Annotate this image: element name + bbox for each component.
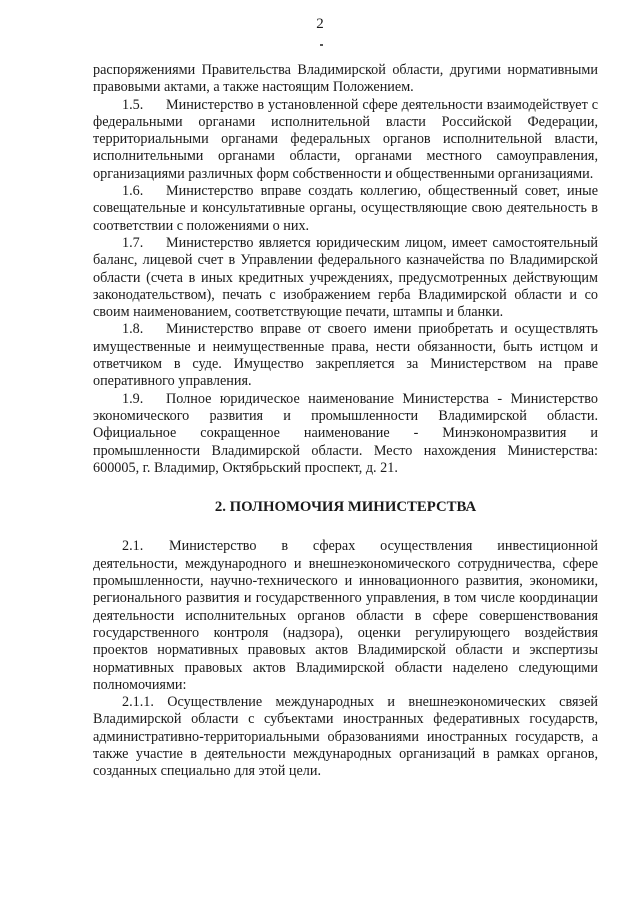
document-body	[93, 62, 598, 781]
paragraph-text: Министерство является юридическим лицом, имеет самостоятельный баланс, лицевой счет в Управлении федерального казначейства по Владимирской области (счета в иных кредитных учреждениях, предусмотренных действующим законодательством), печать с изображением герба Владимирской области и со своим наименованием, соответствующие печати, штампы и бланки.	[93, 234, 598, 321]
paragraph-number: 1.5.	[122, 96, 144, 113]
paragraph-text: Министерство вправе создать коллегию, общественный совет, иные совещательные и консультативные органы, осуществляющие свою деятельность в соответствии с положениями о них.	[93, 183, 598, 234]
paragraph-2-1	[93, 538, 598, 694]
paragraph-1-8	[93, 321, 598, 390]
paragraph-1-9	[93, 391, 598, 477]
section-title: 2. ПОЛНОМОЧИЯ МИНИСТЕРСТВА	[214, 499, 477, 516]
paragraph-number: 1.7.	[122, 234, 144, 251]
paragraph-1-6	[93, 183, 598, 235]
scan-dot-mark	[320, 44, 323, 46]
paragraph-continuation: распоряжениями Правительства Владимирской области, другими нормативными правовыми актами, а также настоящим Положением.	[93, 62, 598, 96]
page-number: 2	[316, 16, 324, 32]
paragraph-number: 1.8.	[122, 321, 144, 338]
paragraph-2-1-1: 2.1.1. Осуществление международных и внешнеэкономических связей Владимирской области с субъектами иностранных федеративных государств, административно-территориальными образованиями иностранных государств, а также участие в деятельности международных организаций в рамках органов, созданных специально для этой цели.	[93, 694, 598, 780]
paragraph-number: 2.1.	[122, 538, 144, 555]
paragraph-text: Полное юридическое наименование Министерства - Министерство экономического развития и промышленности Владимирской области. Официальное сокращенное наименование - Минэкономразвития и промышленности Владимирской области. Место нахождения Министерства: 600005, г. Владимир, Октябрьский проспект, д. 21.	[93, 390, 598, 476]
paragraph-1-5	[93, 97, 598, 183]
paragraph-number: 1.6.	[122, 183, 144, 200]
paragraph-text: Министерство в установленной сфере деятельности взаимодействует с федеральными органами исполнительной власти Российской Федерации, территориальными органами федеральных органов исполнительной власти, исполнительными органами области, органами местного самоуправления, организациями различных форм собственности и общественными организациями.	[93, 96, 598, 182]
paragraph-number: 1.9.	[122, 390, 144, 407]
paragraph-text: Министерство вправе от своего имени приобретать и осуществлять имущественные и неимущественные права, нести обязанности, быть истцом и ответчиком в суде. Имущество закрепляется за Министерством на праве оперативного управления.	[93, 321, 598, 390]
paragraph-text: Министерство в сферах осуществления инвестиционной деятельности, международного и внешнеэкономического сотрудничества, сфере промышленности, научно-технического и инновационного развития, экономики, регионального развития и государственного управления, в том числе координации деятельности исполнительных органов области в сфере совершенствования государственного контроля (надзора), оценки регулирующего воздействия проектов нормативных правовых актов Владимирской области и экспертизы нормативных правовых актов Владимирской области наделено следующими полномочиями:	[93, 538, 598, 693]
paragraph-1-7	[93, 235, 598, 321]
